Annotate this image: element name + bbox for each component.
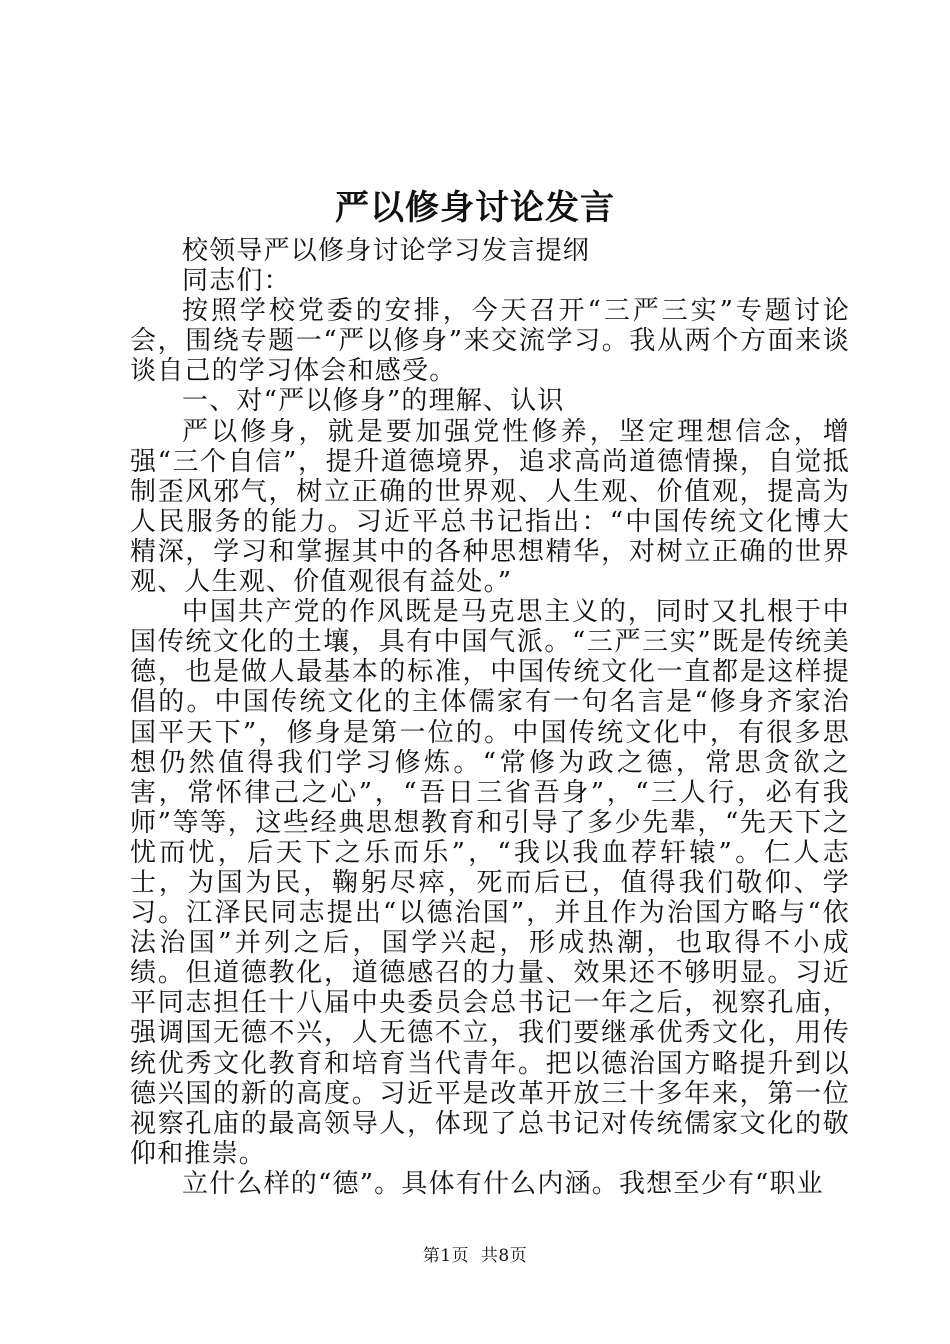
paragraph-salutation: 同志们：	[182, 266, 291, 297]
paragraph-intro: 按照学校党委的安排，今天召开“三严三实”专题讨论会，围绕专题一“严以修身”来交流学习。我从两个方面来谈谈自己的学习体会和感受。	[130, 296, 850, 387]
document-title: 严以修身讨论发言	[335, 188, 615, 228]
paragraph-subtitle: 校领导严以修身讨论学习发言提纲	[182, 236, 591, 266]
section-heading: 一、对“严以修身”的理解、认识	[182, 386, 565, 417]
paragraph-definition: 严以修身，就是要加强党性修养，坚定理想信念，增强“三个自信”，提升道德境界，追求高尚道德情操，自觉抵制歪风邪气，树立正确的世界观、人生观、价值观，提高为人民服务的能力。习近平总书记指出：“中国传统文化博大精深，学习和掌握其中的各种思想精华，对树立正确的世界观、人生观、价值观很有益处。”	[130, 416, 850, 598]
paragraph-tradition: 中国共产党的作风既是马克思主义的，同时又扎根于中国传统文化的土壤，具有中国气派。“三严三实”既是传统美德，也是做人最基本的标准，中国传统文化一直都是这样提倡的。中国传统文化的主体儒家有一句名言是“修身齐家治国平天下”，修身是第一位的。中国传统文化中，有很多思想仍然值得我们学习修炼。“常修为政之德，常思贪欲之害，常怀律己之心”，“吾日三省吾身”，“三人行，必有我师”等等，这些经典思想教育和引导了多少先辈，“先天下之忧而忧，后天下之乐而乐”，“我以我血荐轩辕”。仁人志士，为国为民，鞠躬尽瘁，死而后已，值得我们敬仰、学习。江泽民同志提出“以德治国”，并且作为治国方略与“依法治国”并列之后，国学兴起，形成热潮，也取得不小成绩。但道德教化，道德感召的力量、效果还不够明显。习近平同志担任十八届中央委员会总书记一年之后，视察孔庙，强调国无德不兴，人无德不立，我们要继承优秀文化，用传统优秀文化教育和培育当代青年。把以德治国方略提升到以德兴国的新的高度。习近平是改革开放三十多年来，第一位视察孔庙的最高领导人，体现了总书记对传统儒家文化的敬仰和推崇。	[130, 597, 850, 1169]
paragraph-virtue: 立什么样的“德”。具体有什么内涵。我想至少有“职业	[182, 1168, 824, 1199]
page-footer	[0, 1244, 950, 1268]
page-number: 第1页 共8页	[422, 1246, 528, 1266]
document-body	[130, 236, 850, 1199]
